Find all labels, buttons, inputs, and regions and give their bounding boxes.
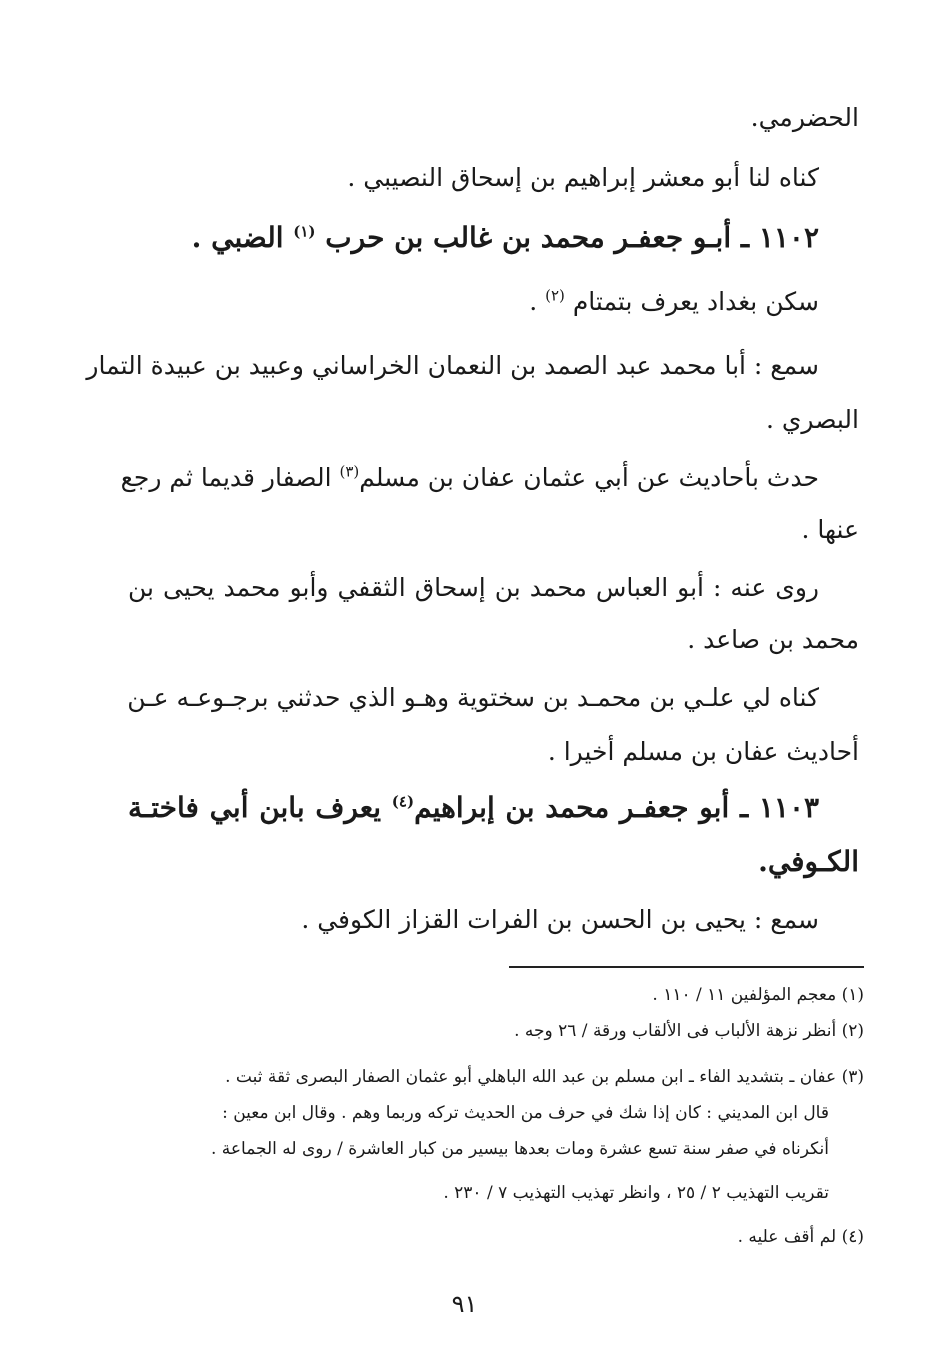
entry-heading-text-end: يعرف بابن أبي فاختـة [128, 791, 392, 824]
text-line-15: سمع : يحيى بن الحسن بن الفرات القزاز الكوفي . [301, 905, 819, 934]
entry-heading-1103-cont: الكـوفي. [758, 845, 859, 878]
page-number: ٩١ [451, 1290, 478, 1318]
text-segment-end: الصفار قديما ثم رجع [120, 463, 340, 492]
text-line-1: الحضرمي. [750, 103, 859, 132]
text-line-6: البصري . [765, 405, 859, 434]
text-line-8: عنها . [801, 515, 859, 544]
entry-heading-text: ١١٠٢ ـ أبـو جعفـر محمد بن غالب بن حرب [325, 221, 819, 254]
text-line-5: سمع : أبا محمد عبد الصمد بن النعمان الخراساني وعبيد بن عبيدة التمار [86, 351, 819, 380]
footnote-3-line-4: تقريب التهذيب ٢ / ٢٥ ، وانظر تهذيب التهذيب ٧ / ٢٣٠ . [443, 1183, 829, 1203]
entry-heading-1103 [128, 788, 819, 828]
text-line-7 [120, 458, 819, 498]
text-line-9: روى عنه : أبو العباس محمد بن إسحاق الثقفي وأبو محمد يحيى بن [128, 573, 819, 602]
text-line-4 [128, 282, 819, 322]
footnote-3: (٣) عفان ـ بتشديد الفاء ـ ابن مسلم بن عبد الله الباهلي أبو عثمان الصفار البصرى ثقة ثبت . [225, 1067, 864, 1087]
footnote-ref-1: (١) [293, 222, 316, 241]
footnote-ref-2: (٢) [545, 286, 565, 305]
footnote-ref-4: (٤) [391, 792, 415, 811]
footnote-ref-3: (٣) [339, 462, 360, 481]
text-segment: حدث بأحاديث عن أبي عثمان عفان بن مسلم [359, 463, 819, 492]
text-segment: سكن بغداد يعرف بتمتام [572, 287, 819, 316]
footnote-separator [509, 966, 864, 968]
text-line-10: محمد بن صاعد . [687, 625, 859, 654]
footnote-3-line-2: قال ابن المديني : كان إذا شك في حرف من الحديث تركه وربما وهم . وقال ابن معين : [222, 1103, 829, 1123]
text-line-12: أحاديث عفان بن مسلم أخيرا . [547, 737, 859, 766]
footnote-4: (٤) لم أقف عليه . [737, 1227, 864, 1247]
entry-heading-1102 [128, 218, 819, 258]
text-line-2: كناه لنا أبو معشر إبراهيم بن إسحاق النصيبي . [347, 163, 819, 192]
entry-heading-text: ١١٠٣ ـ أبو جعفـر محمد بن إبراهيم [414, 791, 820, 824]
text-segment-end: . [529, 287, 538, 316]
text-line-11: كناه لي علـي بن محمـد بن سختوية وهـو الذي حدثني برجـوعـه عـن [127, 683, 819, 712]
footnote-1: (١) معجم المؤلفين ١١ / ١١٠ . [652, 985, 864, 1005]
footnote-2: (٢) أنظر نزهة الألباب فى الألقاب ورقة / ٢٦ وجه . [514, 1021, 864, 1041]
entry-heading-text-end: الضبي . [191, 221, 284, 254]
footnote-3-line-3: أنكرناه في صفر سنة تسع عشرة ومات بعدها بيسير من كبار العاشرة / روى له الجماعة . [210, 1139, 829, 1159]
